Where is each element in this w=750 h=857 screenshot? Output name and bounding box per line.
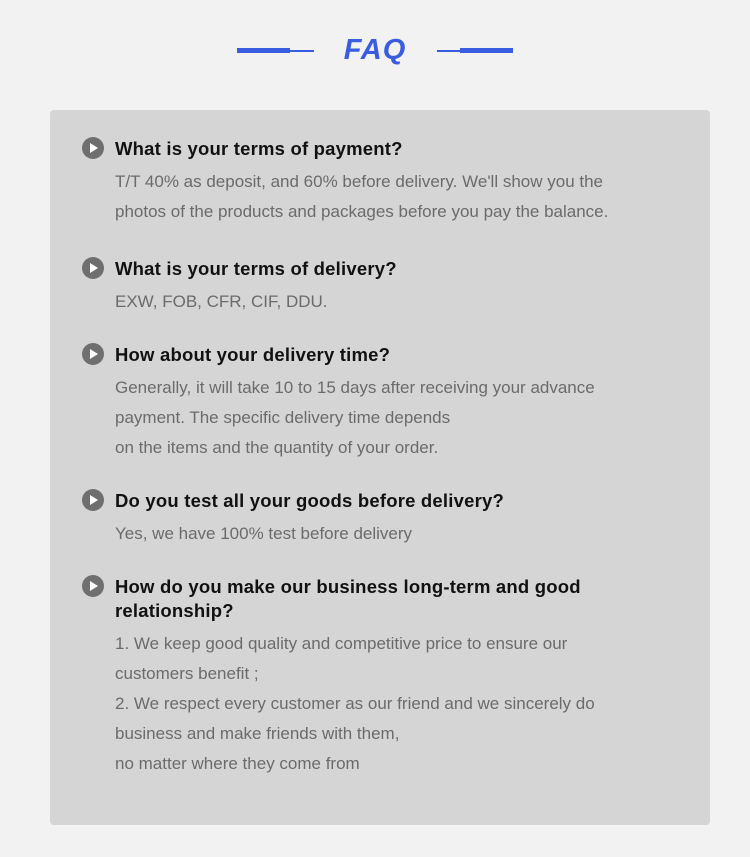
faq-answer	[115, 629, 675, 779]
decoration-bar-thin	[290, 50, 314, 52]
faq-answer	[115, 373, 675, 463]
faq-question: How about your delivery time?	[115, 344, 391, 365]
faq-question: What is your terms of payment?	[115, 138, 403, 159]
faq-question: How do you make our business long-term and good relationship?	[115, 576, 581, 621]
faq-answer-line: no matter where they come from	[115, 754, 360, 773]
play-circle-icon	[82, 575, 104, 597]
faq-answer-line: business and make friends with them,	[115, 724, 400, 743]
faq-answer	[115, 287, 675, 317]
faq-answer-line: Generally, it will take 10 to 15 days after receiving your advance	[115, 378, 595, 397]
faq-answer-line: EXW, FOB, CFR, CIF, DDU.	[115, 292, 328, 311]
faq-answer-line: customers benefit ;	[115, 664, 259, 683]
faq-answer-line: photos of the products and packages before you pay the balance.	[115, 202, 609, 221]
play-circle-icon	[82, 343, 104, 365]
decoration-bar-thick	[237, 48, 290, 53]
faq-answer-line: payment. The specific delivery time depends	[115, 408, 451, 427]
faq-answer-line: 1. We keep good quality and competitive price to ensure our	[115, 634, 568, 653]
faq-header	[0, 0, 750, 100]
faq-answer	[115, 167, 675, 227]
faq-answer-line: Yes, we have 100% test before delivery	[115, 524, 413, 543]
faq-panel	[50, 110, 710, 825]
faq-answer-line: 2. We respect every customer as our friend and we sincerely do	[115, 694, 595, 713]
title-decoration-left	[237, 48, 314, 53]
play-circle-icon	[82, 257, 104, 279]
play-circle-icon	[82, 489, 104, 511]
faq-answer	[115, 519, 675, 549]
page-title: FAQ	[343, 34, 407, 66]
faq-question: Do you test all your goods before delivery?	[115, 490, 504, 511]
faq-question: What is your terms of delivery?	[115, 258, 397, 279]
faq-answer-line: T/T 40% as deposit, and 60% before delivery. We'll show you the	[115, 172, 604, 191]
decoration-bar-thin	[437, 50, 460, 52]
decoration-bar-thick	[460, 48, 513, 53]
faq-answer-line: on the items and the quantity of your order.	[115, 438, 439, 457]
title-decoration-right	[437, 48, 513, 53]
play-circle-icon	[82, 137, 104, 159]
